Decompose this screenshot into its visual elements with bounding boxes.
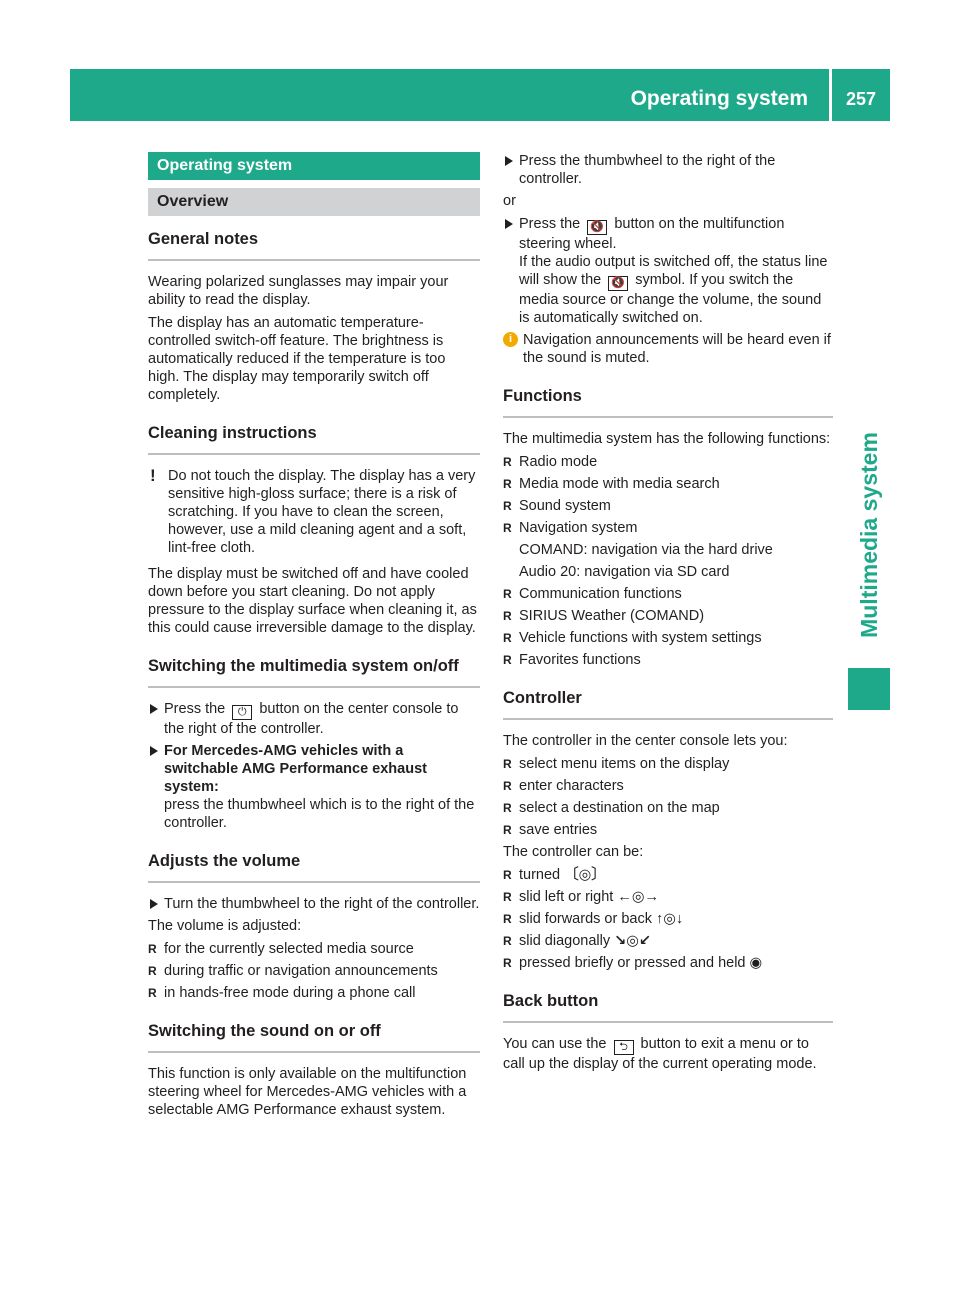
move-text: slid diagonally (519, 933, 611, 949)
action-step: Press the thumbwheel to the right of the controller. (503, 152, 833, 188)
list-item: R Vehicle functions with system settings (503, 629, 833, 647)
step-text: press the thumbwheel which is to the right of the controller. (164, 797, 475, 831)
action-step: Turn the thumbwheel to the right of the controller. (148, 895, 480, 913)
list-item: R Favorites functions (503, 651, 833, 669)
volume-p1: The volume is adjusted: (148, 918, 302, 934)
step-text: button on the center console to the right of the controller. (164, 701, 459, 737)
sound-section (148, 1020, 480, 1119)
general-notes-heading: General notes (148, 228, 480, 261)
list-item: R Media mode with media search (503, 475, 833, 493)
back-section (503, 990, 833, 1073)
info-text: Navigation announcements will be heard even if the sound is muted. (523, 332, 831, 366)
general-notes-p1: Wearing polarized sunglasses may impair your ability to read the display. (148, 274, 449, 308)
list-item: R Navigation system (503, 519, 833, 537)
cleaning-p1: The display must be switched off and have cooled down before you start cleaning. Do not apply pressure to the display surface when cleaning it, as this could cause irreversible damage to the display. (148, 566, 477, 636)
back-text: button to exit a menu or to call up the display of the current operating mode. (503, 1036, 817, 1072)
functions-heading: Functions (503, 385, 833, 418)
subsection-title: Overview (148, 188, 480, 216)
list-item: R in hands-free mode during a phone call (148, 984, 480, 1002)
move-text: slid forwards or back (519, 911, 652, 927)
list-subitem: COMAND: navigation via the hard drive (519, 542, 773, 558)
back-text: You can use the (503, 1036, 607, 1052)
functions-section (503, 385, 833, 669)
back-icon: ⮌ (614, 1040, 634, 1055)
list-item: R Radio mode (503, 453, 833, 471)
header-title: Operating system (630, 87, 808, 110)
list-item: R SIRIUS Weather (COMAND) (503, 607, 833, 625)
step-text: symbol. If you switch the media source or change the volume, the sound is automatically switched on. (519, 272, 822, 326)
controller-p1: The controller in the center console lets you: (503, 733, 788, 749)
general-notes-section (148, 228, 480, 404)
warning-text: Do not touch the display. The display has a very sensitive high-gloss surface; there is a risk of scratching. If you have to clean the screen, however, use a mild cleaning agent and a soft, lint-free cloth. (168, 468, 476, 556)
controller-press-icon: ◉ (749, 955, 763, 971)
controller-section (503, 687, 833, 972)
step-text: button on the multifunction steering wheel. (519, 216, 785, 252)
action-step (148, 742, 480, 832)
step-text: If the audio output is switched off, the status line will show the (519, 254, 828, 288)
sound-p1: This function is only available on the multifunction steering wheel for Mercedes-AMG vehicles with a selectable AMG Performance exhaust system. (148, 1066, 467, 1118)
list-item: R enter characters (503, 777, 833, 795)
info-note (503, 331, 833, 367)
list-item: R select menu items on the display (503, 755, 833, 773)
onoff-heading: Switching the multimedia system on/off (148, 655, 480, 688)
back-p1 (503, 1035, 833, 1073)
controller-slide-diag-icon: ↘◎↙ (614, 933, 652, 949)
onoff-section (148, 655, 480, 832)
action-step (503, 215, 833, 327)
step-text: Press the (164, 701, 226, 717)
list-item (503, 932, 833, 950)
list-item: R Communication functions (503, 585, 833, 603)
functions-p1: The multimedia system has the following functions: (503, 431, 831, 447)
cleaning-section (148, 422, 480, 637)
side-chapter-label: Multimedia system (856, 431, 882, 638)
list-item: R for the currently selected media source (148, 940, 480, 958)
section-title: Operating system (148, 152, 480, 180)
action-step (148, 700, 480, 738)
volume-heading: Adjusts the volume (148, 850, 480, 883)
power-icon: ⏻ (232, 705, 252, 720)
warning-icon: ! (150, 466, 156, 485)
right-column (503, 152, 833, 1091)
side-chapter-tab (848, 419, 890, 650)
controller-turn-icon: 〔◎〕 (564, 867, 606, 883)
mute-icon: 🔇 (587, 220, 607, 235)
list-item (503, 866, 833, 884)
general-notes-p2: The display has an automatic temperature-controlled switch-off feature. The brightness is automatically reduced if the temperature is too high. The display may temporarily switch off completely. (148, 315, 446, 403)
volume-section (148, 850, 480, 1002)
side-marker (848, 668, 890, 710)
step-text: Press the (519, 216, 581, 232)
list-item (503, 888, 833, 906)
list-item: R select a destination on the map (503, 799, 833, 817)
list-item: R save entries (503, 821, 833, 839)
controller-heading: Controller (503, 687, 833, 720)
step-bold-text: For Mercedes-AMG vehicles with a switchable AMG Performance exhaust system: (164, 743, 427, 795)
cleaning-heading: Cleaning instructions (148, 422, 480, 455)
list-item: R during traffic or navigation announcements (148, 962, 480, 980)
move-text: pressed briefly or pressed and held (519, 955, 746, 971)
controller-slide-fb-icon: ↑◎↓ (656, 911, 684, 927)
sound-heading: Switching the sound on or off (148, 1020, 480, 1053)
left-column (148, 152, 480, 1137)
move-text: slid left or right (519, 889, 614, 905)
mute-icon: 🔇 (608, 276, 628, 291)
controller-p2: The controller can be: (503, 844, 644, 860)
back-heading: Back button (503, 990, 833, 1023)
list-item: R Sound system (503, 497, 833, 515)
warning-note (148, 467, 480, 557)
page-header (70, 69, 890, 121)
controller-slide-lr-icon: ←◎→ (617, 889, 659, 905)
list-item (503, 910, 833, 928)
list-subitem: Audio 20: navigation via SD card (519, 564, 730, 580)
list-item (503, 954, 833, 972)
or-text: or (503, 193, 516, 209)
info-icon: i (503, 332, 518, 347)
move-text: turned (519, 867, 561, 883)
page-number: 257 (845, 89, 877, 109)
